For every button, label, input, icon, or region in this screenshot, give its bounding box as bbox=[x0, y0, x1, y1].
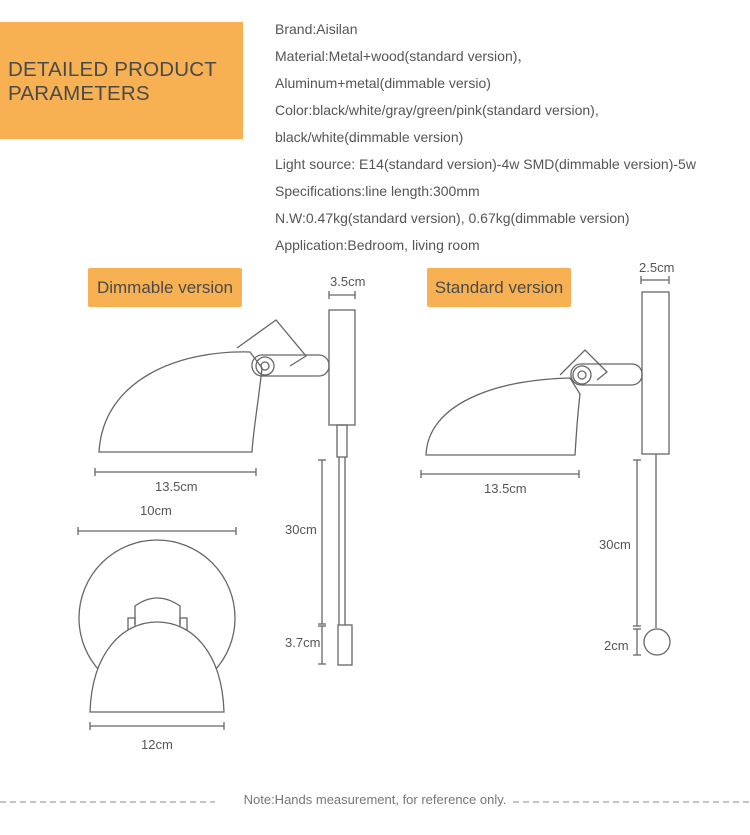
standard-wall-plate bbox=[642, 292, 669, 454]
standard-pivot bbox=[573, 366, 591, 384]
standard-shade bbox=[426, 378, 580, 455]
section-title-line1: DETAILED PRODUCT bbox=[8, 58, 217, 81]
param-brand: Brand:Aisilan bbox=[275, 21, 358, 37]
dimmable-shade-label: 13.5cm bbox=[155, 479, 198, 494]
standard-knob-label: 2cm bbox=[604, 638, 629, 653]
dimmable-front-shade bbox=[90, 622, 224, 712]
footer-note: Note:Hands measurement, for reference only. bbox=[243, 792, 507, 807]
dimmable-front-top-label: 10cm bbox=[140, 503, 172, 518]
standard-cable-label: 30cm bbox=[599, 537, 631, 552]
standard-shade-label: 13.5cm bbox=[484, 481, 527, 496]
standard-width-label: 2.5cm bbox=[639, 260, 675, 275]
standard-pivot-inner bbox=[578, 371, 586, 379]
dimmable-shade bbox=[99, 352, 262, 452]
dimmable-front-view bbox=[78, 527, 236, 730]
standard-arm bbox=[571, 364, 642, 385]
dimmable-switch bbox=[338, 625, 352, 665]
dimmable-version-label: Dimmable version bbox=[88, 268, 242, 307]
standard-shade-cap bbox=[560, 350, 607, 380]
dimmable-front-bottom-label: 12cm bbox=[141, 737, 173, 752]
param-light-source: Light source: E14(standard version)-4w SMD(dimmable version)-5w bbox=[275, 156, 696, 172]
param-color: Color:black/white/gray/green/pink(standard version), bbox=[275, 102, 599, 118]
param-color-cont: black/white(dimmable version) bbox=[275, 129, 464, 145]
dimmable-pivot-inner bbox=[261, 362, 269, 370]
param-material-cont: Aluminum+metal(dimmable versio) bbox=[275, 75, 491, 91]
param-specifications: Specifications:line length:300mm bbox=[275, 183, 480, 199]
standard-side-view bbox=[421, 276, 670, 655]
param-application: Application:Bedroom, living room bbox=[275, 237, 480, 253]
dimmable-pivot bbox=[256, 357, 274, 375]
dimmable-width-label: 3.5cm bbox=[330, 274, 366, 289]
dimmable-cable-label: 30cm bbox=[285, 522, 317, 537]
standard-version-label: Standard version bbox=[427, 268, 571, 307]
dimmable-wall-plate bbox=[329, 310, 355, 425]
dimmable-cable-sleeve bbox=[337, 425, 347, 457]
dimmable-switch-label: 3.7cm bbox=[285, 635, 321, 650]
dimmable-side-view bbox=[95, 291, 355, 665]
param-material: Material:Metal+wood(standard version)， bbox=[275, 48, 532, 64]
param-net-weight: N.W:0.47kg(standard version), 0.67kg(dimmable version) bbox=[275, 210, 630, 226]
standard-knob bbox=[644, 629, 670, 655]
dimmable-front-bracket bbox=[135, 598, 180, 624]
section-title-line2: PARAMETERS bbox=[8, 82, 150, 105]
